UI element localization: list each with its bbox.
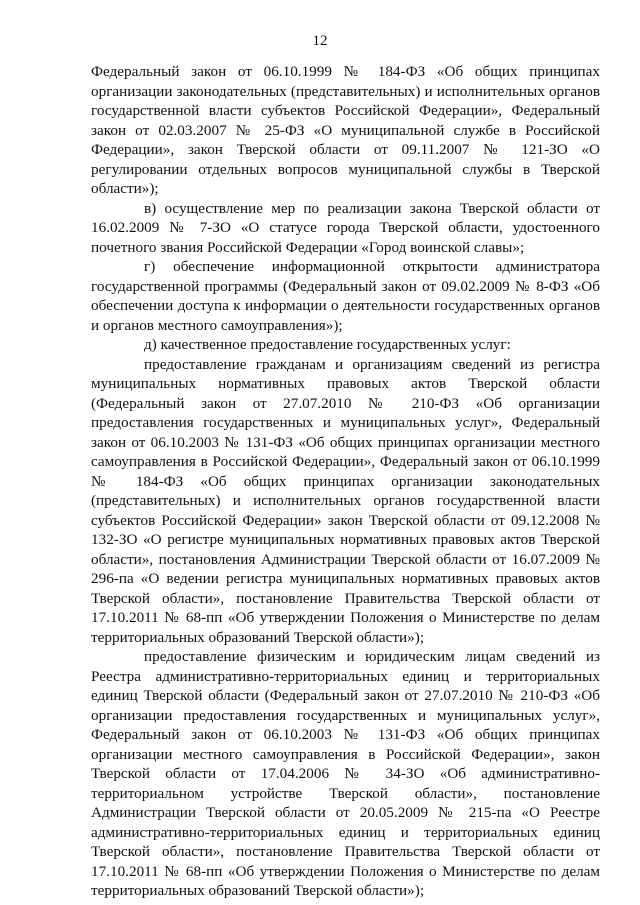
document-body	[91, 62, 600, 901]
paragraph-register-service: предоставление гражданам и организациям сведений из регистра муниципальных нормативных правовых актов Тверской области (Федеральный закон от 27.07.2010 № 210-ФЗ «Об организации предоставления государственных и муниципальных услуг», Федеральный закон от 06.10.2003 № 131-ФЗ «Об общих принципах организации местного самоуправления в Российской Федерации», Федеральный закон от 06.10.1999 № 184-ФЗ «Об общих принципах организации законодательных (представительных) и исполнительных органов государственной власти субъектов Российской Федерации» закон Тверской области от 09.12.2008 № 132-ЗО «О регистре муниципальных нормативных правовых актов Тверской области», постановления Администрации Тверской области от 16.07.2009 № 296-па «О ведении регистра муниципальных нормативных правовых актов Тверской области», постановление Правительства Тверской области от 17.10.2011 № 68-пп «Об утверждении Положения о Министерстве по делам территориальных образований Тверской области»);	[91, 355, 600, 646]
paragraph-item-g: г) обеспечение информационной открытости администратора государственной программы (Федеральный закон от 09.02.2009 № 8-ФЗ «Об обеспечении доступа к информации о деятельности государственных органов и органов местного самоуправления»);	[91, 258, 600, 334]
paragraph-item-v: в) осуществление мер по реализации закона Тверской области от 16.02.2009 № 7-ЗО «О статусе города Тверской области, удостоенного почетного звания Российской Федерации «Город воинской славы»;	[91, 199, 600, 256]
paragraph-registry-service: предоставление физическим и юридическим лицам сведений из Реестра административно-территориальных единиц и территориальных единиц Тверской области (Федеральный закон от 27.07.2010 № 210-ФЗ «Об организации предоставления государственных и муниципальных услуг», Федеральный закон от 06.10.2003 № 131-ФЗ «Об общих принципах организации местного самоуправления в Российской Федерации», закон Тверской области от 17.04.2006 № 34-ЗО «Об административно-территориальном устройстве Тверской области», постановление Администрации Тверской области от 20.05.2009 № 215-па «О Реестре административно-территориальных единиц и территориальных единиц Тверской области», постановление Правительства Тверской области от 17.10.2011 № 68-пп «Об утверждении Положения о Министерстве по делам территориальных образований Тверской области»);	[91, 648, 600, 899]
paragraph-continuation: Федеральный закон от 06.10.1999 № 184-ФЗ «Об общих принципах организации законодательных (представительных) и исполнительных органов государственной власти субъектов Российской Федерации», Федеральный закон от 02.03.2007 № 25-ФЗ «О муниципальной службе в Российской Федерации», закон Тверской области от 09.11.2007 № 121-ЗО «О регулировании отдельных вопросов муниципальной службы в Тверской области»);	[91, 63, 600, 197]
paragraph-item-d: д) качественное предоставление государственных услуг:	[144, 336, 511, 353]
page-number: 12	[312, 33, 328, 49]
